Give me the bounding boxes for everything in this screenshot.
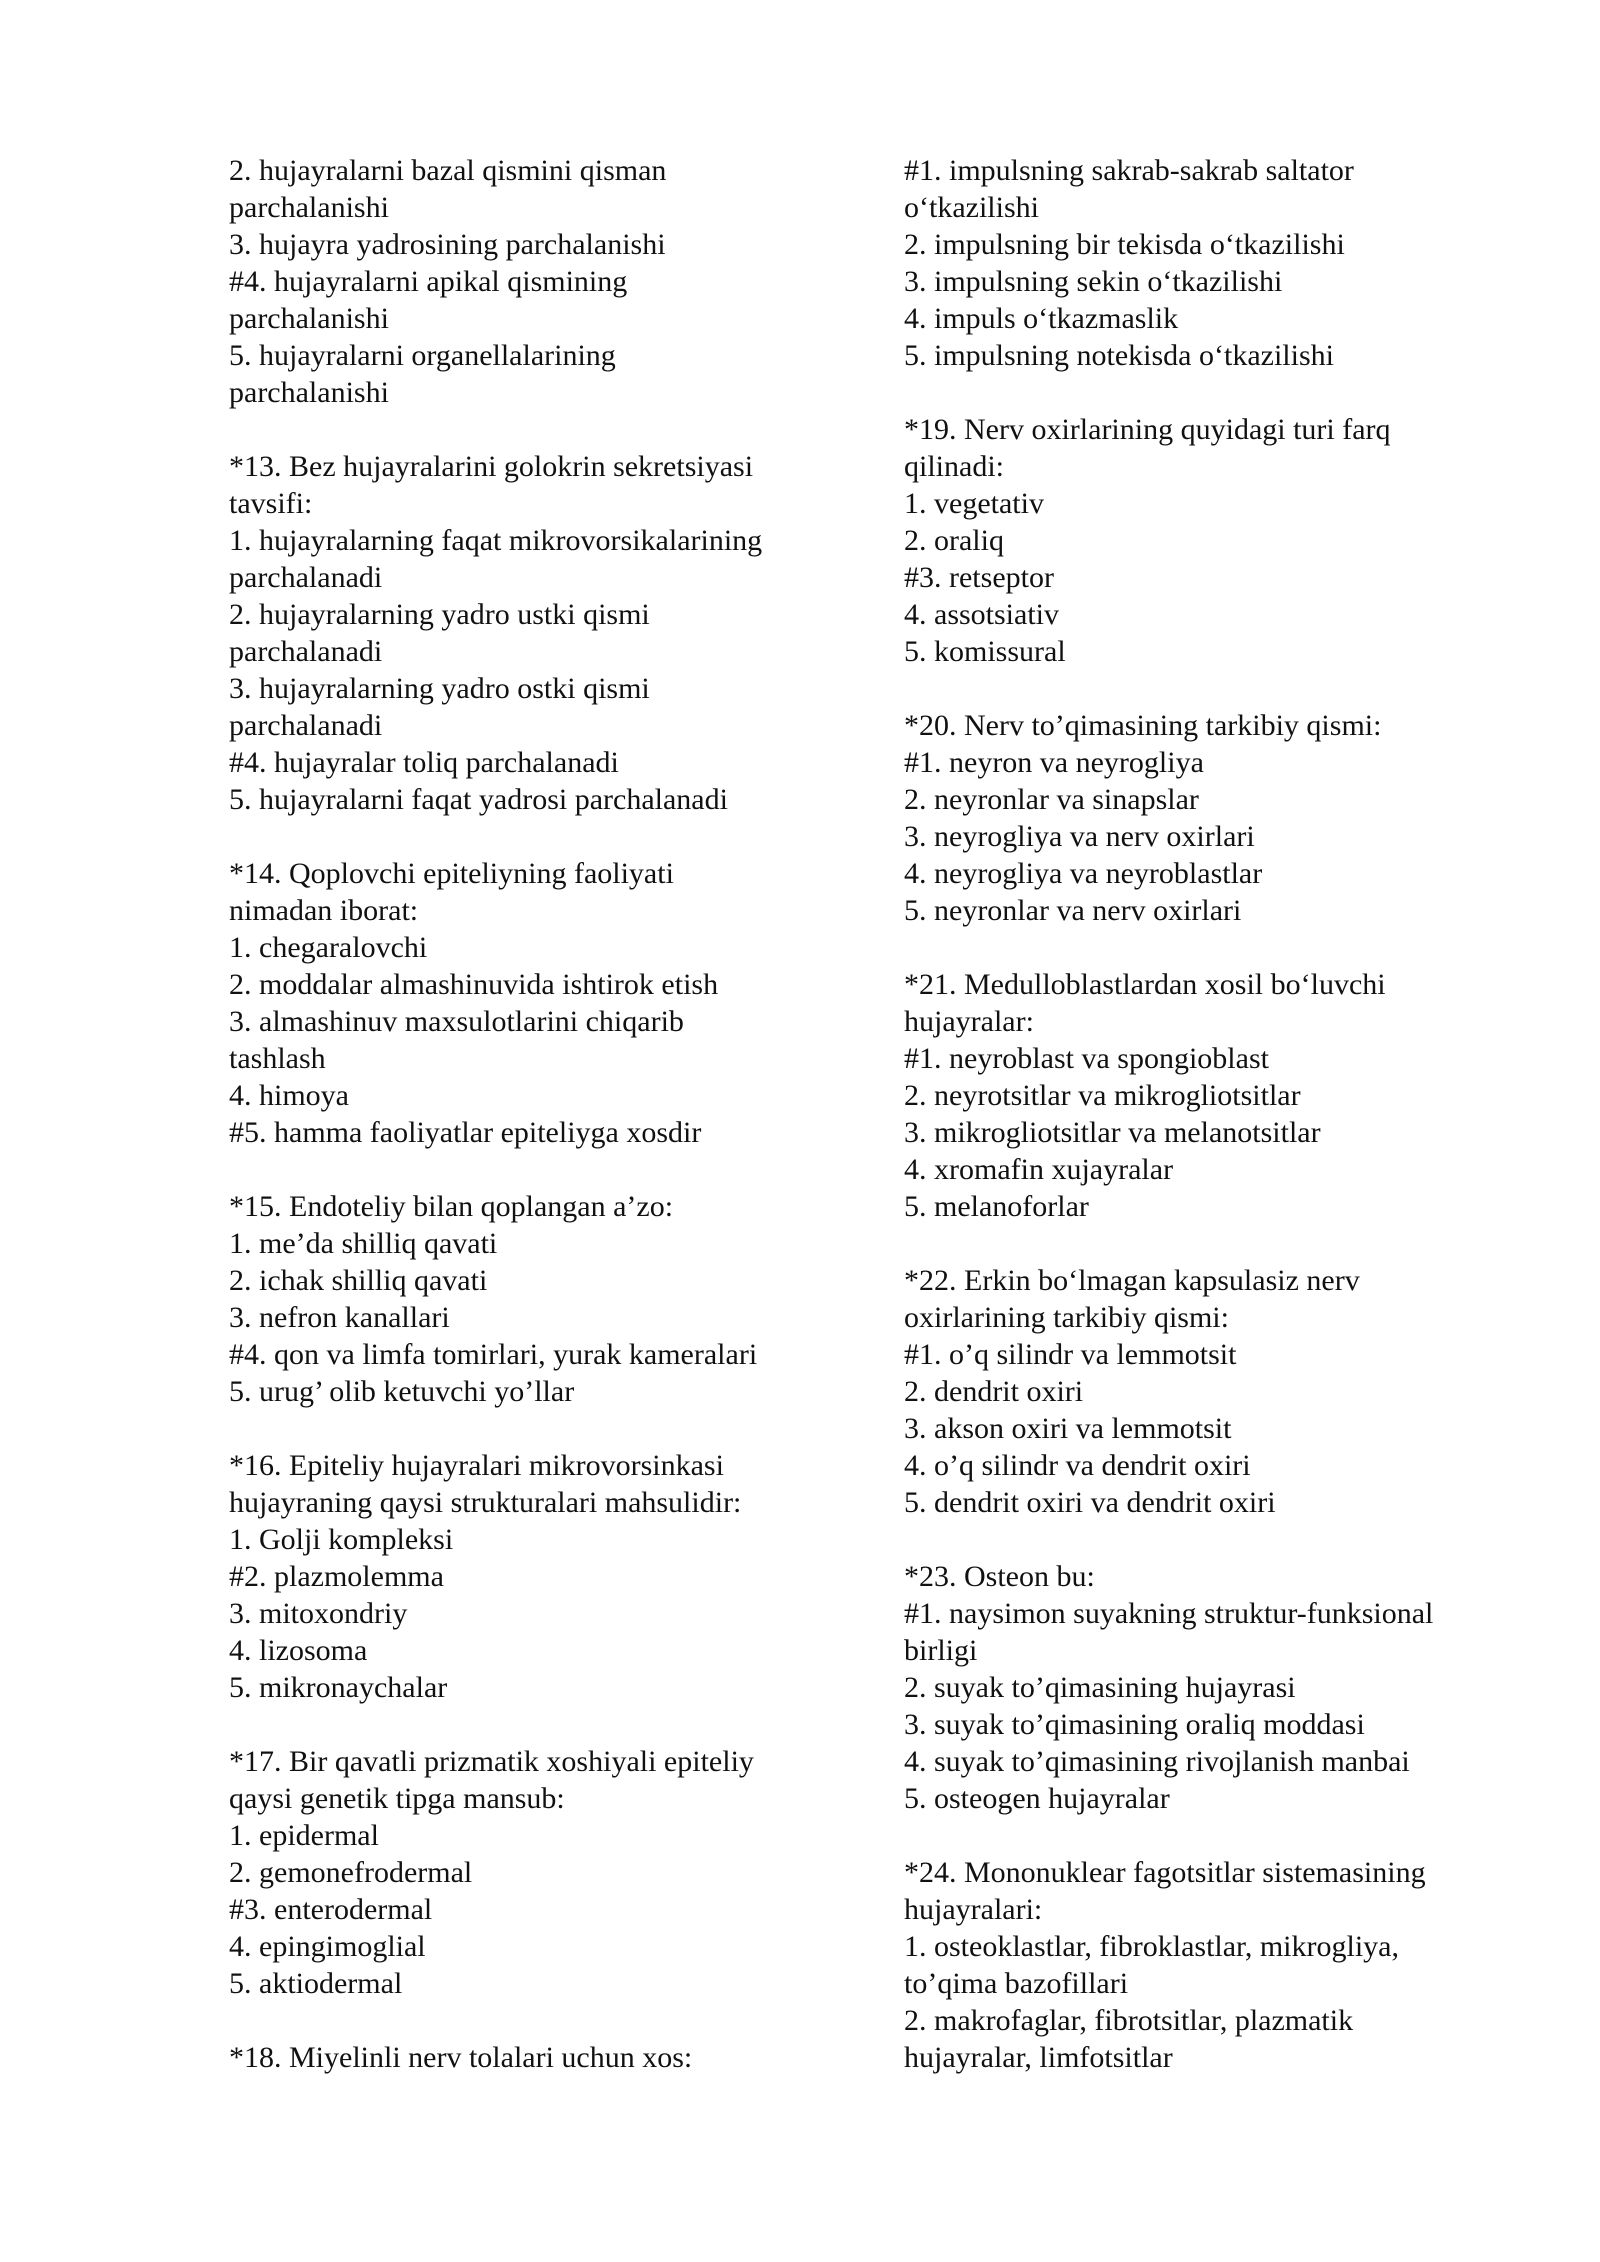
blank-line <box>904 1521 1514 1558</box>
answer-option-line: 4. impuls o‘tkazmaslik <box>904 302 1179 335</box>
question-line: *24. Mononuklear fagotsitlar sistemasining <box>904 1856 1426 1889</box>
answer-option-line: 2. makrofaglar, fibrotsitlar, plazmatik <box>904 2004 1354 2037</box>
continuation-line: parchalanishi <box>229 302 389 335</box>
blank-line <box>904 670 1514 707</box>
answer-option-line: 4. himoya <box>229 1079 349 1112</box>
answer-option-line: 5. neyronlar va nerv oxirlari <box>904 894 1242 927</box>
continuation-line: hujayralar: <box>904 1005 1034 1038</box>
answer-option-line: 2. hujayralarning yadro ustki qismi <box>229 598 650 631</box>
question-line: *23. Osteon bu: <box>904 1560 1095 1593</box>
blank-line <box>229 2002 829 2039</box>
answer-option-line: 3. neyrogliya va nerv oxirlari <box>904 820 1255 853</box>
answer-option-line: 1. epidermal <box>229 1819 379 1852</box>
blank-line <box>229 818 829 855</box>
answer-option-line: 3. nefron kanallari <box>229 1301 450 1334</box>
answer-option-line: 2. suyak to’qimasining hujayrasi <box>904 1671 1296 1704</box>
continuation-line: hujayralar, limfotsitlar <box>904 2041 1173 2074</box>
answer-option-line: 3. akson oxiri va lemmotsit <box>904 1412 1232 1445</box>
answer-option-line: 3. impulsning sekin o‘tkazilishi <box>904 265 1283 298</box>
answer-option-line: 3. almashinuv maxsulotlarini chiqarib <box>229 1005 684 1038</box>
continuation-line: oxirlarining tarkibiy qismi: <box>904 1301 1229 1334</box>
answer-option-line: 5. dendrit oxiri va dendrit oxiri <box>904 1486 1276 1519</box>
answer-option-line: 5. impulsning notekisda o‘tkazilishi <box>904 339 1334 372</box>
answer-option-line: 1. osteoklastlar, fibroklastlar, mikrogliya, <box>904 1930 1399 1963</box>
answer-option-line: 4. epingimoglial <box>229 1930 426 1963</box>
continuation-line: qilinadi: <box>904 450 1004 483</box>
answer-option-line: 2. neyrotsitlar va mikrogliotsitlar <box>904 1079 1301 1112</box>
blank-line <box>229 411 829 448</box>
continuation-line: parchalanadi <box>229 709 383 742</box>
answer-option-line: 5. hujayralarni organellalarining <box>229 339 616 372</box>
continuation-line: qaysi genetik tipga mansub: <box>229 1782 565 1815</box>
continuation-line: nimadan iborat: <box>229 894 419 927</box>
continuation-line: o‘tkazilishi <box>904 191 1039 224</box>
question-line: *22. Erkin bo‘lmagan kapsulasiz nerv <box>904 1264 1360 1297</box>
answer-option-line: 3. mitoxondriy <box>229 1597 408 1630</box>
answer-option-line: 5. aktiodermal <box>229 1967 403 2000</box>
question-line: *18. Miyelinli nerv tolalari uchun xos: <box>229 2041 693 2074</box>
blank-line <box>904 929 1514 966</box>
left-column <box>229 152 829 2076</box>
answer-option-line: 4. lizosoma <box>229 1634 368 1667</box>
continuation-line: hujayralari: <box>904 1893 1043 1926</box>
answer-option-line: 3. mikrogliotsitlar va melanotsitlar <box>904 1116 1321 1149</box>
answer-option-line: 1. vegetativ <box>904 487 1044 520</box>
answer-option-line: 1. me’da shilliq qavati <box>229 1227 498 1260</box>
answer-option-line: 5. urug’ olib ketuvchi yo’llar <box>229 1375 575 1408</box>
correct-answer-line: #5. hamma faoliyatlar epiteliyga xosdir <box>229 1116 702 1149</box>
question-line: *20. Nerv to’qimasining tarkibiy qismi: <box>904 709 1382 742</box>
answer-option-line: 4. neyrogliya va neyroblastlar <box>904 857 1263 890</box>
question-line: *13. Bez hujayralarini golokrin sekretsiyasi <box>229 450 754 483</box>
answer-option-line: 1. Golji kompleksi <box>229 1523 454 1556</box>
continuation-line: birligi <box>904 1634 978 1667</box>
correct-answer-line: #1. naysimon suyakning struktur-funksional <box>904 1597 1434 1630</box>
question-line: *15. Endoteliy bilan qoplangan a’zo: <box>229 1190 674 1223</box>
answer-option-line: 2. oraliq <box>904 524 1004 557</box>
correct-answer-line: #2. plazmolemma <box>229 1560 444 1593</box>
answer-option-line: 3. suyak to’qimasining oraliq moddasi <box>904 1708 1365 1741</box>
answer-option-line: 5. mikronaychalar <box>229 1671 448 1704</box>
continuation-line: to’qima bazofillari <box>904 1967 1129 2000</box>
continuation-line: parchalanishi <box>229 376 389 409</box>
blank-line <box>229 1706 829 1743</box>
right-column <box>904 152 1514 2076</box>
correct-answer-line: #3. retseptor <box>904 561 1054 594</box>
blank-line <box>229 1151 829 1188</box>
continuation-line: tashlash <box>229 1042 326 1075</box>
continuation-line: parchalanadi <box>229 635 383 668</box>
question-line: *14. Qoplovchi epiteliyning faoliyati <box>229 857 674 890</box>
question-line: *17. Bir qavatli prizmatik xoshiyali epiteliy <box>229 1745 754 1778</box>
correct-answer-line: #1. o’q silindr va lemmotsit <box>904 1338 1237 1371</box>
correct-answer-line: #4. qon va limfa tomirlari, yurak kameralari <box>229 1338 758 1371</box>
correct-answer-line: #1. neyroblast va spongioblast <box>904 1042 1269 1075</box>
correct-answer-line: #1. neyron va neyrogliya <box>904 746 1204 779</box>
answer-option-line: 5. melanoforlar <box>904 1190 1089 1223</box>
answer-option-line: 4. o’q silindr va dendrit oxiri <box>904 1449 1251 1482</box>
correct-answer-line: #1. impulsning sakrab-sakrab saltator <box>904 154 1354 187</box>
blank-line <box>904 1225 1514 1262</box>
continuation-line: tavsifi: <box>229 487 313 520</box>
answer-option-line: 2. gemonefrodermal <box>229 1856 473 1889</box>
blank-line <box>904 374 1514 411</box>
answer-option-line: 2. moddalar almashinuvida ishtirok etish <box>229 968 719 1001</box>
answer-option-line: 2. dendrit oxiri <box>904 1375 1084 1408</box>
answer-option-line: 4. suyak to’qimasining rivojlanish manbai <box>904 1745 1410 1778</box>
answer-option-line: 3. hujayra yadrosining parchalanishi <box>229 228 666 261</box>
answer-option-line: 1. chegaralovchi <box>229 931 428 964</box>
answer-option-line: 5. komissural <box>904 635 1066 668</box>
continuation-line: hujayraning qaysi strukturalari mahsulidir: <box>229 1486 742 1519</box>
blank-line <box>229 1410 829 1447</box>
answer-option-line: 5. hujayralarni faqat yadrosi parchalanadi <box>229 783 728 816</box>
answer-option-line: 5. osteogen hujayralar <box>904 1782 1170 1815</box>
answer-option-line: 2. neyronlar va sinapslar <box>904 783 1199 816</box>
continuation-line: parchalanishi <box>229 191 389 224</box>
answer-option-line: 1. hujayralarning faqat mikrovorsikalarining <box>229 524 763 557</box>
correct-answer-line: #4. hujayralar toliq parchalanadi <box>229 746 619 779</box>
correct-answer-line: #3. enterodermal <box>229 1893 433 1926</box>
answer-option-line: 2. impulsning bir tekisda o‘tkazilishi <box>904 228 1345 261</box>
question-line: *19. Nerv oxirlarining quyidagi turi farq <box>904 413 1391 446</box>
answer-option-line: 3. hujayralarning yadro ostki qismi <box>229 672 650 705</box>
answer-option-line: 2. ichak shilliq qavati <box>229 1264 488 1297</box>
question-line: *16. Epiteliy hujayralari mikrovorsinkasi <box>229 1449 724 1482</box>
answer-option-line: 4. xromafin xujayralar <box>904 1153 1174 1186</box>
answer-option-line: 4. assotsiativ <box>904 598 1059 631</box>
correct-answer-line: #4. hujayralarni apikal qismining <box>229 265 628 298</box>
question-line: *21. Medulloblastlardan xosil bo‘luvchi <box>904 968 1386 1001</box>
continuation-line: parchalanadi <box>229 561 383 594</box>
answer-option-line: 2. hujayralarni bazal qismini qisman <box>229 154 667 187</box>
blank-line <box>904 1817 1514 1854</box>
